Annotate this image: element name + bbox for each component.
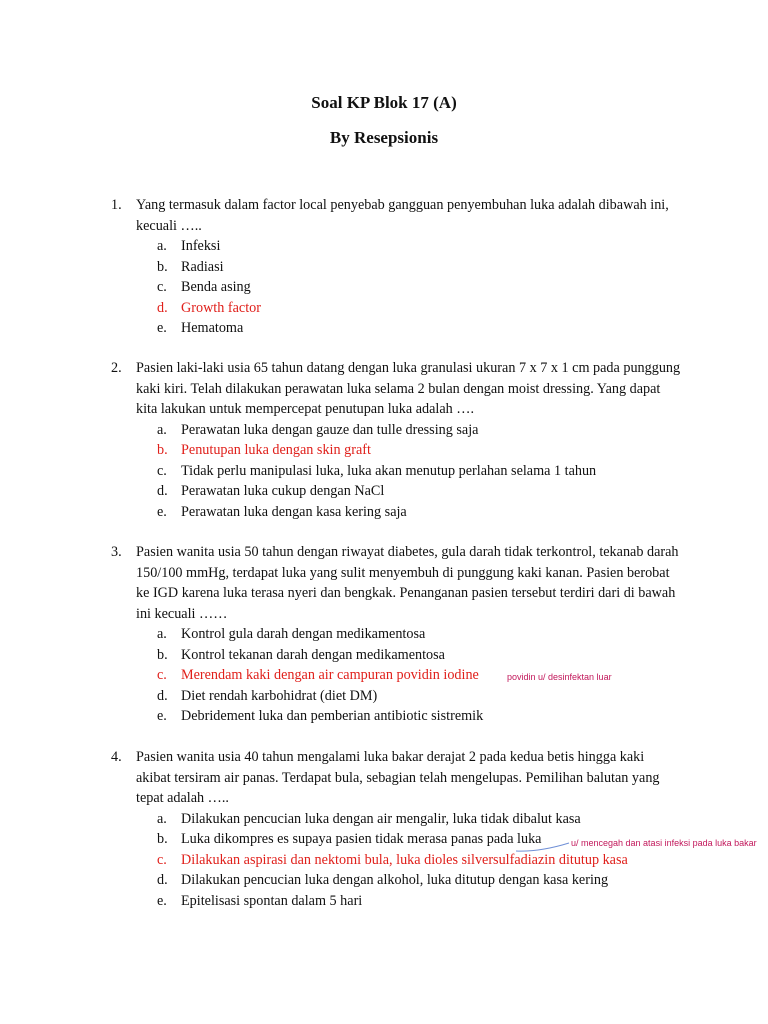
question-stem: Pasien wanita usia 40 tahun mengalami luka bakar derajat 2 pada kedua betis hingga kaki akibat tersiram air panas. Terdapat bula, sebagian telah mengelupas. Pemilihan balutan yang tepat adalah …..	[136, 749, 660, 806]
option-list	[0, 624, 768, 727]
option-letter: e.	[157, 503, 167, 520]
option-letter: b.	[157, 258, 168, 275]
option-text: Merendam kaki dengan air campuran povidin iodine	[181, 667, 479, 683]
question-4	[0, 747, 768, 911]
question-number: 4.	[111, 749, 122, 765]
option-letter: b.	[157, 831, 168, 847]
option-text: Luka dikompres es supaya pasien tidak merasa panas pada luka	[181, 831, 542, 847]
option-text: Penutupan luka dengan skin graft	[181, 442, 371, 458]
option-d-correct-answer	[0, 298, 768, 319]
option-b-correct-answer	[0, 440, 768, 461]
option-letter: d.	[157, 483, 168, 499]
option-letter: d.	[157, 687, 168, 704]
option-letter: b.	[157, 442, 168, 458]
option-d	[0, 481, 768, 502]
option-text: Epitelisasi spontan dalam 5 hari	[181, 892, 363, 909]
option-text: Perawatan luka dengan gauze dan tulle dressing saja	[181, 421, 479, 438]
option-text: Tidak perlu manipulasi luka, luka akan menutup perlahan selama 1 tahun	[181, 462, 597, 479]
option-a	[0, 236, 768, 257]
option-text: Diet rendah karbohidrat (diet DM)	[181, 687, 378, 704]
option-a	[0, 624, 768, 645]
option-text: Debridement luka dan pemberian antibiotic sistremik	[181, 708, 484, 724]
option-d	[0, 870, 768, 891]
option-text: Benda asing	[181, 279, 251, 295]
option-letter: c.	[157, 851, 167, 868]
option-b	[0, 257, 768, 278]
option-letter: e.	[157, 320, 167, 336]
option-text: Dilakukan pencucian luka dengan air mengalir, luka tidak dibalut kasa	[181, 810, 581, 827]
option-letter: c.	[157, 279, 167, 295]
question-stem: Pasien wanita usia 50 tahun dengan riwayat diabetes, gula darah tidak terkontrol, tekanab darah 150/100 mmHg, terdapat luka yang sulit menyembuh di punggung kaki kanan. Pasien berobat ke IGD karena luka terasa nyeri dan bengkak. Penanganan pasien tersebut terdiri dari di bawah ini kecuali ……	[136, 544, 679, 622]
question-stem: Yang termasuk dalam factor local penyebab gangguan penyembuhan luka adalah dibawah ini, kecuali …..	[136, 197, 669, 234]
question-number: 1.	[111, 197, 122, 213]
option-text: Perawatan luka dengan kasa kering saja	[181, 503, 407, 520]
option-letter: e.	[157, 892, 167, 909]
option-letter: a.	[157, 421, 167, 438]
option-e	[0, 891, 768, 912]
option-text: Dilakukan pencucian luka dengan alkohol, luka ditutup dengan kasa kering	[181, 872, 609, 888]
option-list	[0, 809, 768, 912]
option-a	[0, 420, 768, 441]
question-2	[0, 358, 768, 522]
option-letter: d.	[157, 872, 168, 888]
option-c	[0, 277, 768, 298]
question-3	[0, 542, 768, 727]
option-c-correct-answer	[0, 850, 768, 871]
option-text: Kontrol gula darah dengan medikamentosa	[181, 626, 426, 642]
option-c-correct-answer	[0, 665, 768, 686]
option-text: Dilakukan aspirasi dan nektomi bula, luka dioles silversulfadiazin ditutup kasa	[181, 851, 628, 868]
option-list	[0, 420, 768, 523]
option-letter: e.	[157, 708, 167, 724]
option-e	[0, 502, 768, 523]
option-e	[0, 318, 768, 339]
annotation-note-q3: povidin u/ desinfektan luar	[507, 672, 612, 682]
option-text: Growth factor	[181, 299, 261, 316]
page-subtitle: By Resepsionis	[329, 128, 439, 147]
question-1	[0, 195, 768, 339]
option-text: Infeksi	[181, 238, 221, 254]
option-letter: c.	[157, 462, 167, 479]
option-a	[0, 809, 768, 830]
page-title: Soal KP Blok 17 (A)	[311, 93, 457, 112]
option-letter: c.	[157, 667, 167, 683]
option-d	[0, 686, 768, 707]
option-letter: a.	[157, 626, 167, 642]
option-text: Perawatan luka cukup dengan NaCl	[181, 483, 385, 499]
option-text: Kontrol tekanan darah dengan medikamentosa	[181, 646, 445, 663]
question-number: 2.	[111, 360, 122, 376]
option-letter: a.	[157, 238, 167, 254]
option-text: Radiasi	[181, 258, 224, 275]
option-letter: d.	[157, 299, 168, 316]
option-letter: b.	[157, 646, 168, 663]
option-c	[0, 461, 768, 482]
annotation-note-q4: u/ mencegah dan atasi infeksi pada luka bakar	[571, 838, 757, 848]
option-e	[0, 706, 768, 727]
question-stem: Pasien laki-laki usia 65 tahun datang dengan luka granulasi ukuran 7 x 7 x 1 cm pada punggung kaki kiri. Telah dilakukan perawatan luka selama 2 bulan dengan moist dressing. Yang dapat kita lakukan untuk mempercepat penutupan luka adalah ….	[136, 360, 681, 417]
option-b	[0, 645, 768, 666]
question-number: 3.	[111, 544, 122, 560]
option-letter: a.	[157, 810, 167, 827]
option-list	[0, 236, 768, 339]
option-text: Hematoma	[181, 320, 244, 336]
